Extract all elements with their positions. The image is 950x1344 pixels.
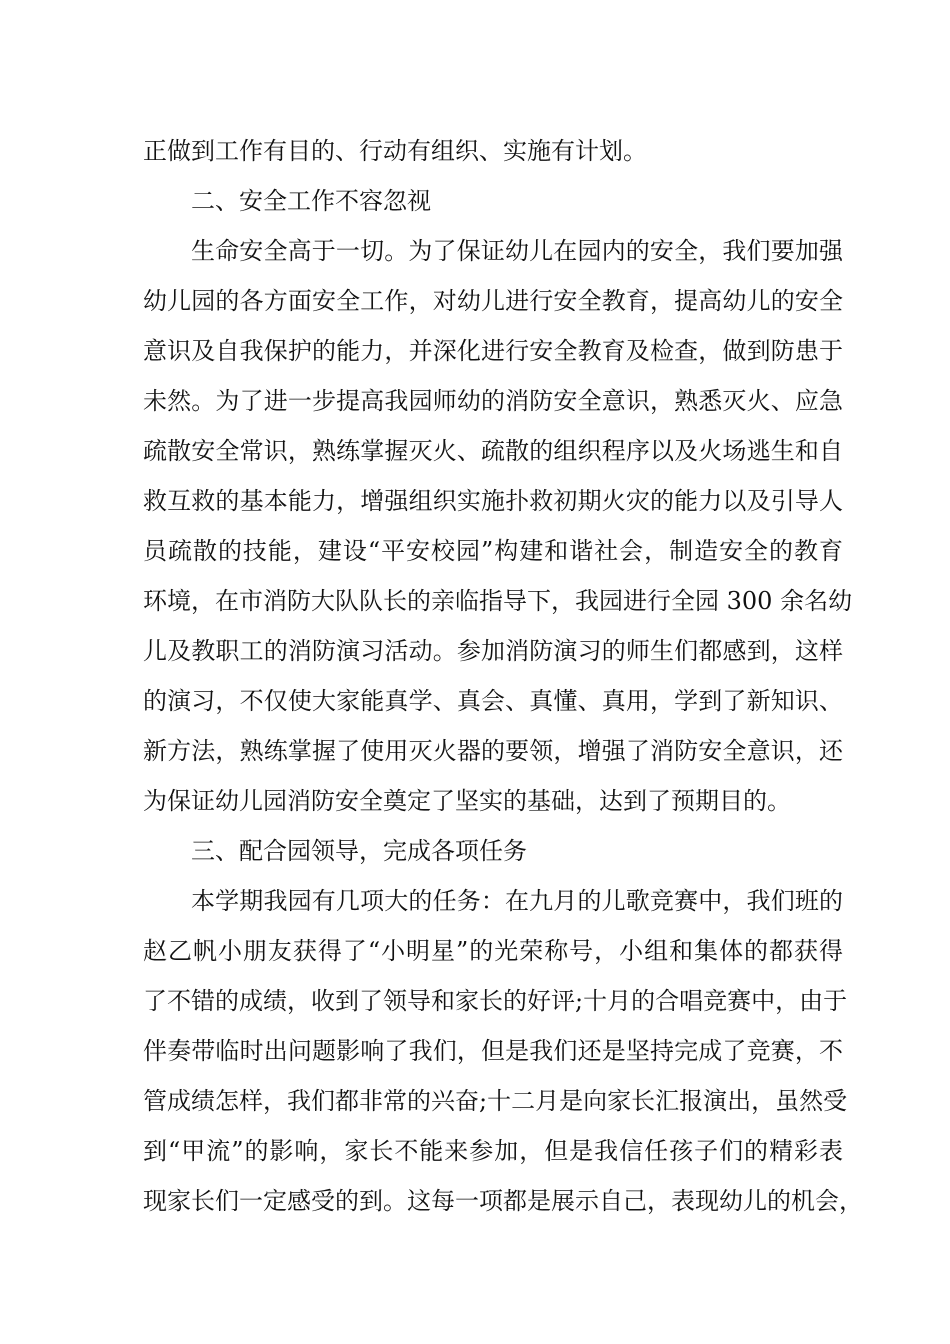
paragraph-line: 伴奏带临时出问题影响了我们，但是我们还是坚持完成了竞赛，不 [143,1037,843,1065]
section-heading: 二、安全工作不容忽视 [191,187,431,215]
paragraph-line: 到“甲流”的影响，家长不能来参加，但是我信任孩子们的精彩表 [143,1137,843,1165]
paragraph-line: 员疏散的技能，建设“平安校园”构建和谐社会，制造安全的教育 [143,537,843,565]
section-heading: 三、配合园领导，完成各项任务 [191,837,527,865]
paragraph-line: 救互救的基本能力，增强组织实施扑救初期火灾的能力以及引导人 [143,487,843,515]
paragraph-line: 新方法，熟练掌握了使用灭火器的要领，增强了消防安全意识，还 [143,737,843,765]
paragraph-line: 本学期我园有几项大的任务：在九月的儿歌竞赛中，我们班的 [191,887,843,915]
paragraph-line: 生命安全高于一切。为了保证幼儿在园内的安全，我们要加强 [191,237,843,265]
paragraph-line: 赵乙帆小朋友获得了“小明星”的光荣称号，小组和集体的都获得 [143,937,843,965]
paragraph-line: 疏散安全常识，熟练掌握灭火、疏散的组织程序以及火场逃生和自 [143,437,843,465]
paragraph-line: 儿及教职工的消防演习活动。参加消防演习的师生们都感到，这样 [143,637,843,665]
paragraph-line: 意识及自我保护的能力，并深化进行安全教育及检查，做到防患于 [143,337,843,365]
paragraph-line: 的演习，不仅使大家能真学、真会、真懂、真用，学到了新知识、 [143,687,843,715]
paragraph-line: 为保证幼儿园消防安全奠定了坚实的基础，达到了预期目的。 [143,787,791,815]
paragraph-line: 管成绩怎样，我们都非常的兴奋;十二月是向家长汇报演出，虽然受 [143,1087,848,1115]
paragraph-line: 环境，在市消防大队队长的亲临指导下，我园进行全园 300 余名幼 [143,587,853,615]
paragraph-line: 了不错的成绩，收到了领导和家长的好评;十月的合唱竞赛中，由于 [143,987,848,1015]
paragraph-line: 现家长们一定感受的到。这每一项都是展示自己，表现幼儿的机会， [143,1187,863,1215]
paragraph-line: 幼儿园的各方面安全工作，对幼儿进行安全教育，提高幼儿的安全 [143,287,843,315]
paragraph-line: 未然。为了进一步提高我园师幼的消防安全意识，熟悉灭火、应急 [143,387,843,415]
paragraph-line: 正做到工作有目的、行动有组织、实施有计划。 [143,137,647,165]
